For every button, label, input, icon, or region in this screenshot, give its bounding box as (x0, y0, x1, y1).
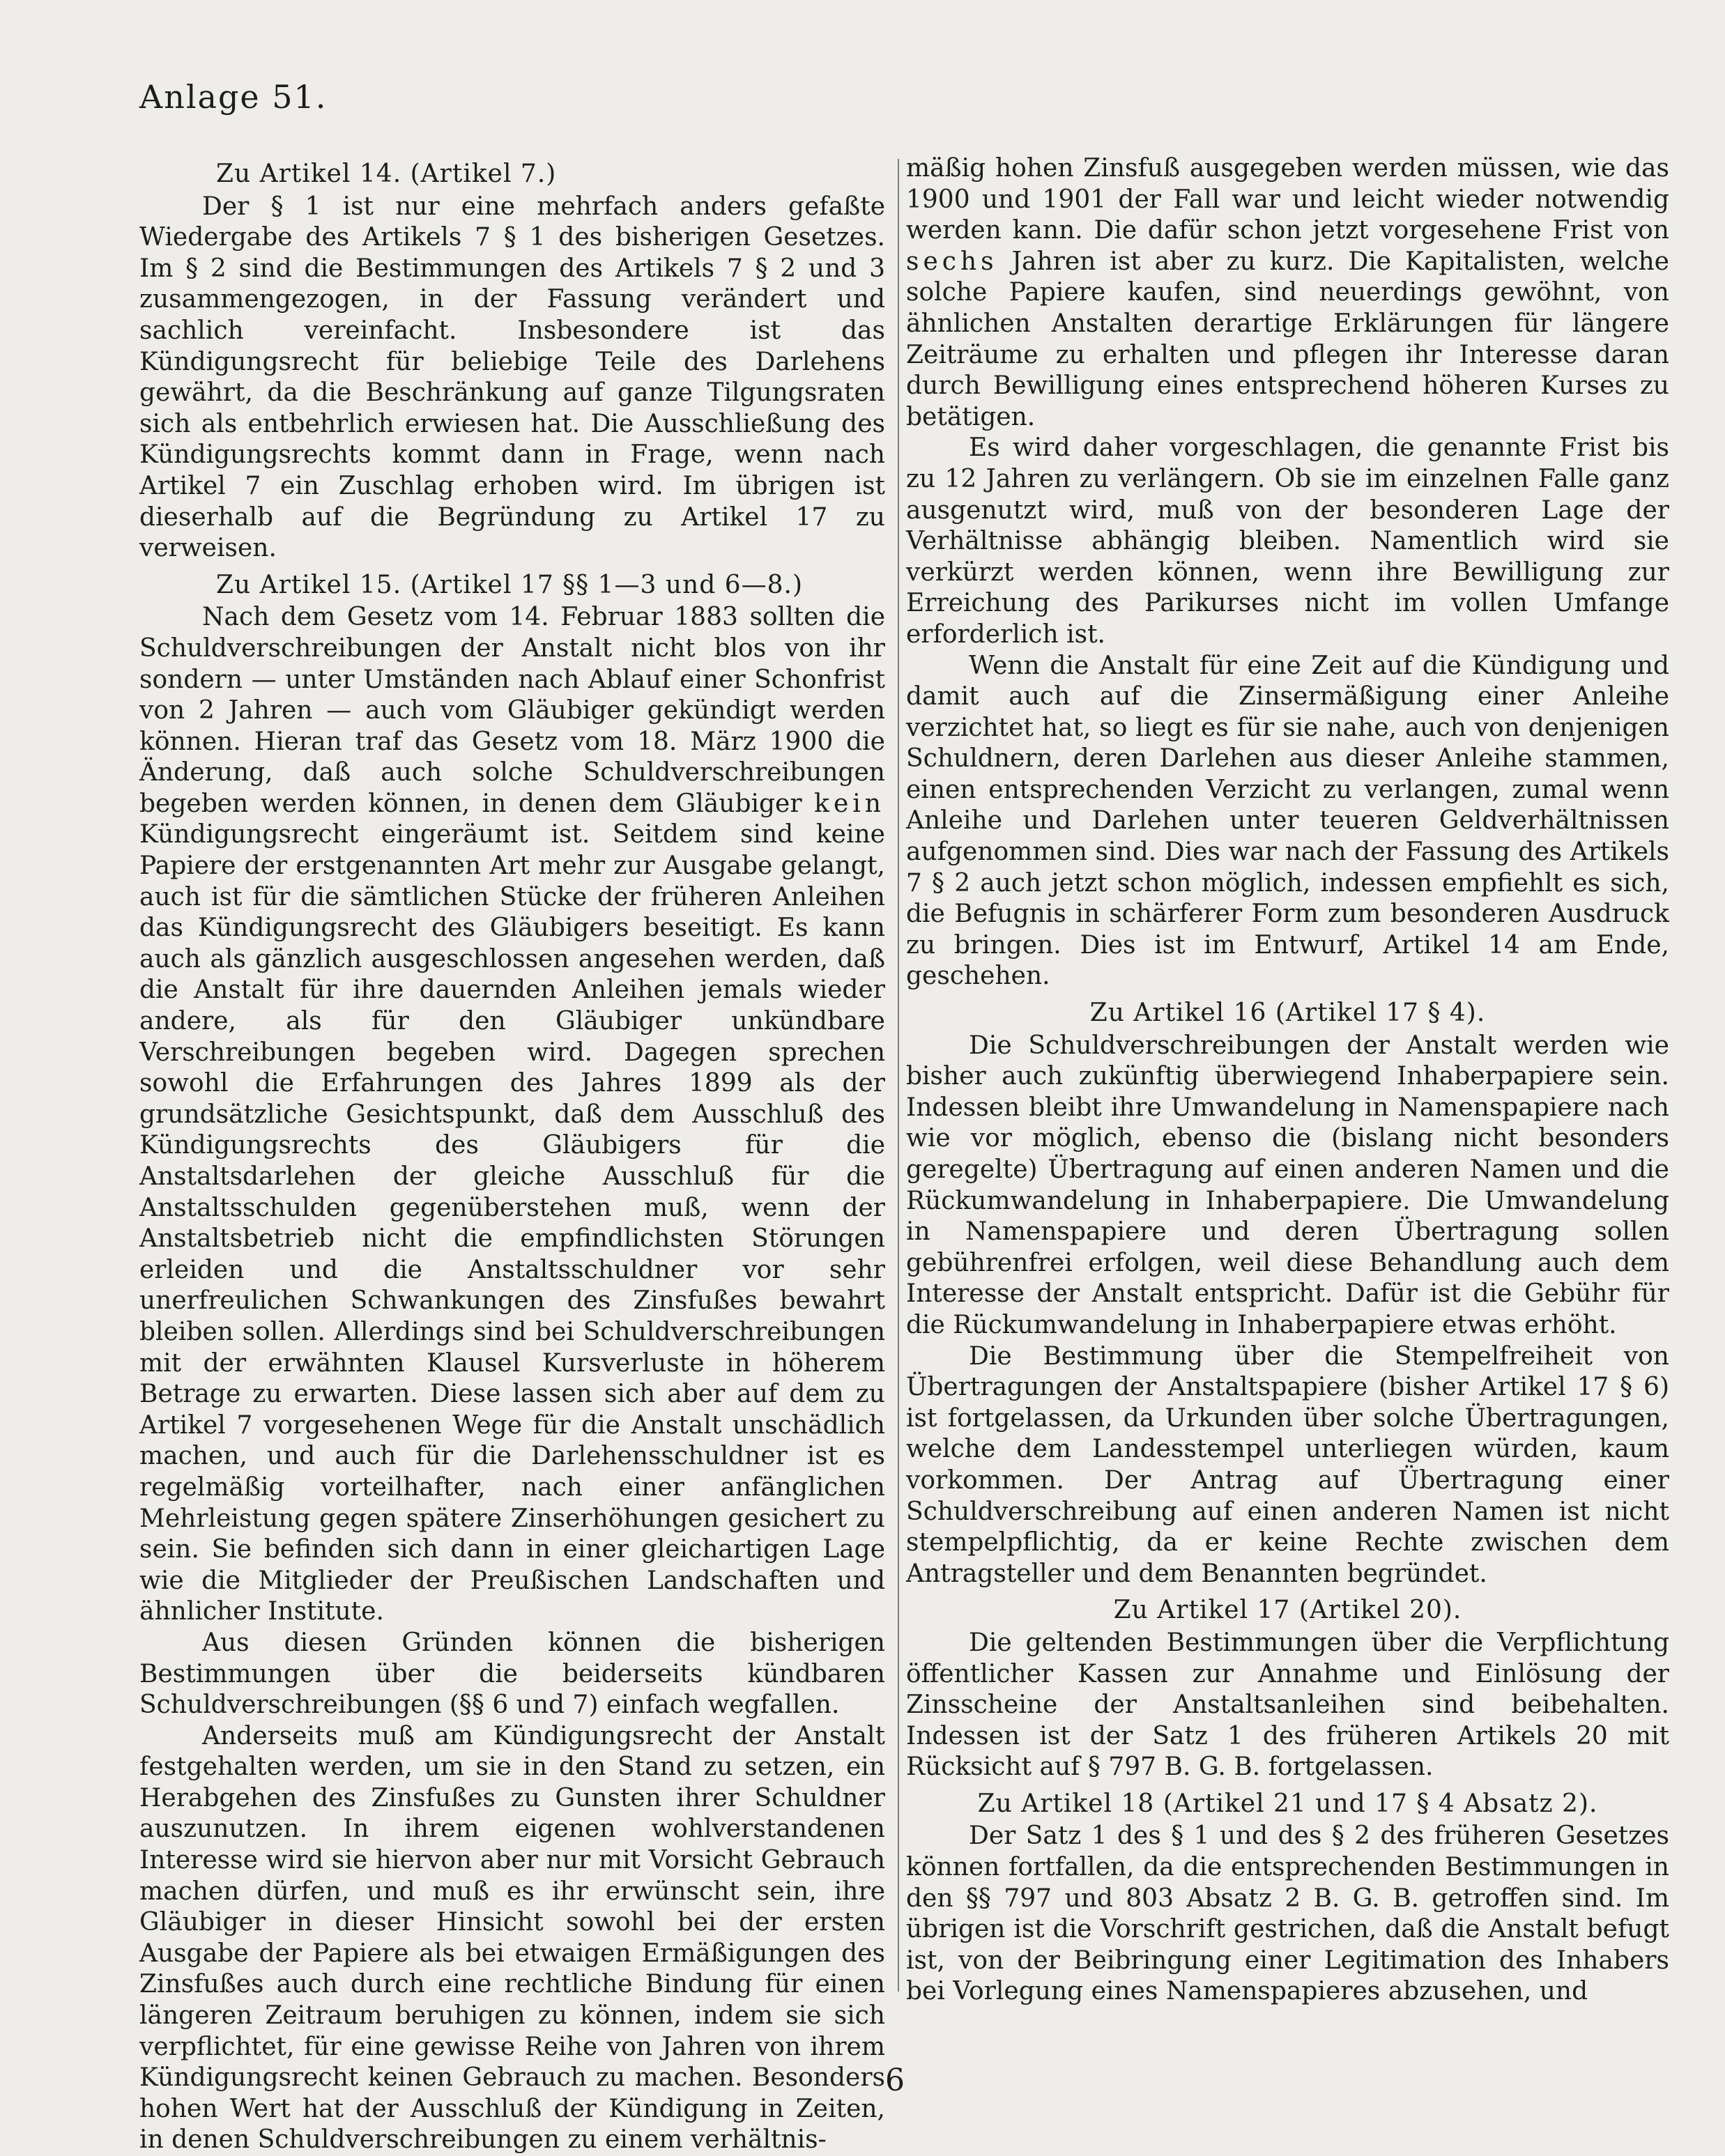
paragraph-text: Kündigungsrecht eingeräumt ist. Seitdem sind keine Papiere der erstgenannten Art mehr zur Ausgabe gelangt, auch ist für die sämtlichen Stücke der früheren Anleihen das Kündigungsrecht des Gläubigers beseitigt. Es kann auch als gänzlich ausgeschlossen angesehen werden, daß die Anstalt für ihre dauernden Anleihen jemals wieder andere, als für den Gläubiger unkündbare Verschreibungen begeben wird. Dagegen sprechen sowohl die Erfahrungen des Jahres 1899 als der grundsätzliche Gesichtspunkt, daß dem Ausschluß des Kündigungsrechts des Gläubigers für die Anstaltsdarlehen der gleiche Ausschluß für die Anstaltsschulden gegenüberstehen muß, wenn der Anstaltsbetrieb nicht die empfindlichsten Störungen erleiden und die Anstaltsschuldner vor sehr unerfreulichen Schwankungen des Zinsfußes bewahrt bleiben sollen. Allerdings sind bei Schuldverschreibungen mit der erwähnten Klausel Kursverluste in höherem Betrage zu erwarten. Diese lassen sich aber auf dem zu Artikel 7 vorgesehenen Wege für die Anstalt unschädlich machen, und auch für die Darlehensschuldner ist es regelmäßig vorteilhafter, nach einer anfänglichen Mehrleistung gegen spätere Zinserhöhungen gesichert zu sein. Sie befinden sich dann in einer gleichartigen Lage wie die Mitglieder der Preußischen Landschaften und ähnlicher Institute. (139, 820, 885, 1626)
paragraph: Die Schuldverschreibungen der Anstalt werden wie bisher auch zukünftig überwiegend Inhaberpapiere sein. Indessen bleibt ihre Umwandelung in Namenspapiere nach wie vor möglich, ebenso die (bislang nicht besonders geregelte) Übertragung auf einen anderen Namen und die Rückumwandelung in Inhaberpapiere. Die Umwandelung in Namenspapiere und deren Übertragung sollen gebührenfrei erfolgen, weil diese Behandlung auch dem Interesse der Anstalt entspricht. Dafür ist die Gebühr für die Rückumwandelung in Inhaberpapiere etwas erhöht. (906, 1031, 1669, 1339)
emphasized-word: kein (814, 789, 885, 818)
paragraph: Der Satz 1 des § 1 und des § 2 des früheren Gesetzes können fortfallen, da die entsprechenden Bestimmungen in den §§ 797 und 803 Absatz 2 B. G. B. getroffen sind. Im übrigen ist die Vorschrift gestrichen, daß die Anstalt befugt ist, von der Beibringung einer Legitimation des Inhabers bei Vorlegung eines Namenspapieres abzusehen, und (906, 1822, 1669, 2006)
right-column (906, 153, 1669, 2008)
section-heading: Zu Artikel 17 (Artikel 20). (1113, 1596, 1462, 1625)
paragraph-text: mäßig hohen Zinsfuß ausgegeben werden müssen, wie das 1900 und 1901 der Fall war und leicht wieder notwendig werden kann. Die dafür schon jetzt vorgesehene Frist von (906, 154, 1669, 245)
attachment-label: Anlage 51. (139, 78, 328, 116)
section-heading: Zu Artikel 18 (Artikel 21 und 17 § 4 Absatz 2). (977, 1789, 1598, 1818)
section-heading: Zu Artikel 15. (Artikel 17 §§ 1—3 und 6—8.) (216, 570, 804, 599)
section-heading: Zu Artikel 16 (Artikel 17 § 4). (1089, 999, 1486, 1028)
page-number: 6 (885, 2063, 905, 2098)
paragraph: Wenn die Anstalt für eine Zeit auf die Kündigung und damit auch auf die Zinsermäßigung einer Anleihe verzichtet hat, so liegt es für sie nahe, auch von denjenigen Schuldnern, deren Darlehen aus dieser Anleihe stammen, einen entsprechenden Verzicht zu verlangen, zumal wenn Anleihe und Darlehen unter teueren Geldverhältnissen aufgenommen sind. Dies war nach der Fassung des Artikels 7 § 2 auch jetzt schon möglich, indessen empfiehlt es sich, die Befugnis in schärferer Form zum besonderen Ausdruck zu bringen. Dies ist im Entwurf, Artikel 14 am Ende, geschehen. (906, 651, 1669, 991)
emphasized-word: sechs (906, 247, 998, 276)
column-divider (898, 159, 899, 1992)
paragraph: Anderseits muß am Kündigungsrecht der Anstalt festgehalten werden, um sie in den Stand zu setzen, ein Herabgehen des Zinsfußes zu Gunsten ihrer Schuldner auszunutzen. In ihrem eigenen wohlverstandenen Interesse wird sie hiervon aber nur mit Vorsicht Gebrauch machen dürfen, und muß es ihr erwünscht sein, ihre Gläubiger in dieser Hinsicht sowohl bei der ersten Ausgabe der Papiere als bei etwaigen Ermäßigungen des Zinsfußes auch durch eine rechtliche Bindung für einen längeren Zeitraum beruhigen zu können, indem sie sich verpflichtet, für eine gewisse Reihe von Jahren von ihrem Kündigungsrecht keinen Gebrauch zu machen. Besonders hohen Wert hat der Ausschluß der Kündigung in Zeiten, in denen Schuldverschreibungen zu einem verhältnis- (139, 1721, 885, 2155)
paragraph (906, 153, 1669, 433)
paragraph-text: Nach dem Gesetz vom 14. Februar 1883 sollten die Schuldverschreibungen der Anstalt nicht blos von ihr sondern — unter Umständen nach Ablauf einer Schonfrist von 2 Jahren — auch vom Gläubiger gekündigt werden können. Hieran traf das Gesetz vom 18. März 1900 die Änderung, daß auch solche Schuldverschreibungen begeben werden können, in denen dem Gläubiger (139, 603, 885, 818)
paragraph: Die geltenden Bestimmungen über die Verpflichtung öffentlicher Kassen zur Annahme und Einlösung der Zinsscheine der Anstaltsanleihen sind beibehalten. Indessen ist der Satz 1 des früheren Artikels 20 mit Rücksicht auf § 797 B. G. B. fortgelassen. (906, 1628, 1669, 1782)
paragraph-text: Jahren ist aber zu kurz. Die Kapitalisten, welche solche Papiere kaufen, sind neuerdings gewöhnt, von ähnlichen Anstalten derartige Erklärungen für längere Zeiträume zu erhalten und pflegen ihr Interesse daran durch Bewilligung eines entsprechend höheren Kurses zu betätigen. (906, 247, 1669, 431)
paragraph: Aus diesen Gründen können die bisherigen Bestimmungen über die beiderseits kündbaren Schuldverschreibungen (§§ 6 und 7) einfach wegfallen. (139, 1628, 885, 1720)
left-column (139, 153, 885, 2156)
paragraph: Der § 1 ist nur eine mehrfach anders gefaßte Wiedergabe des Artikels 7 § 1 des bisherigen Gesetzes. Im § 2 sind die Bestimmungen des Artikels 7 § 2 und 3 zusammengezogen, in der Fassung verändert und sachlich vereinfacht. Insbesondere ist das Kündigungsrecht für beliebige Teile des Darlehens gewährt, da die Beschränkung auf ganze Tilgungsraten sich als entbehrlich erwiesen hat. Die Ausschließung des Kündigungsrechts kommt dann in Frage, wenn nach Artikel 7 ein Zuschlag erhoben wird. Im übrigen ist dieserhalb auf die Begründung zu Artikel 17 zu verweisen. (139, 192, 885, 563)
paragraph: Es wird daher vorgeschlagen, die genannte Frist bis zu 12 Jahren zu verlängern. Ob sie im einzelnen Falle ganz ausgenutzt wird, muß von der besonderen Lage der Verhältnisse abhängig bleiben. Namentlich wird sie verkürzt werden können, wenn ihre Bewilligung zur Erreichung des Parikurses nicht im vollen Umfange erforderlich ist. (906, 433, 1669, 649)
paragraph: Die Bestimmung über die Stempelfreiheit von Übertragungen der Anstaltspapiere (bisher Artikel 17 § 6) ist fortgelassen, da Urkunden über solche Übertragungen, welche dem Landesstempel unterliegen würden, kaum vorkommen. Der Antrag auf Übertragung einer Schuldverschreibung auf einen anderen Namen ist nicht stempelpflichtig, da er keine Rechte zwischen dem Antragsteller und dem Benannten begründet. (906, 1341, 1669, 1588)
paragraph (139, 602, 885, 1628)
section-heading: Zu Artikel 14. (Artikel 7.) (216, 160, 557, 188)
